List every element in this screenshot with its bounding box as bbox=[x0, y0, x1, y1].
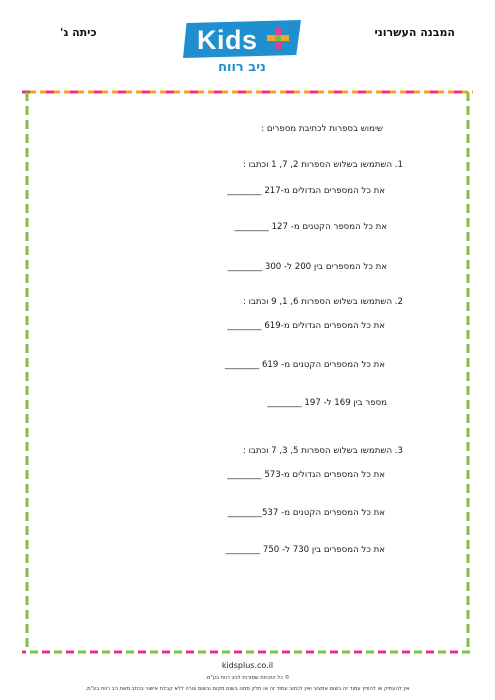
worksheet-topic: המבנה העשרוני bbox=[374, 26, 455, 39]
exercise-2-item-2: את כל המספרים הקטנים מ- 619 ________ bbox=[224, 360, 385, 370]
grade-label: כיתה ג' bbox=[60, 26, 97, 39]
exercise-2-item-3: מספר בין 169 ל- 197 ________ bbox=[267, 398, 387, 408]
logo-subtitle: ניב רווח bbox=[218, 60, 266, 75]
exercise-1-item-3: את כל המספרים בין 200 ל- 300 ________ bbox=[227, 262, 387, 272]
worksheet-intro: שימוש בספרות לכתיבת מספרים : bbox=[261, 124, 383, 134]
exercise-3-item-1: את כל המספרים הגדולים מ-573 ________ bbox=[227, 470, 385, 480]
exercise-2-heading: 2. השתמשו בשלוש הספרות 6, 1, 9 וכתבו : bbox=[242, 297, 403, 307]
exercise-1-item-2: את כל המספר הקטנים מ- 127 ________ bbox=[234, 222, 387, 232]
exercise-1-item-1: את כל המספרים הגדולים מ-217 ________ bbox=[227, 186, 385, 196]
footer-copyright: © כל הזכויות שמורות לניב רווח בע"מ. bbox=[205, 675, 290, 681]
footer-notice: אין להעתיק או להפיץ עמוד זה בשום אמצעי ואין לכתוב עמוד זה או חלק ממנו בשום מקום ובשום צורה ללא קבלת אישור בכתב מאת ניב רווח בע"מ. bbox=[85, 686, 410, 692]
exercise-3-item-2: את כל המספרים הקטנים מ- 537________ bbox=[227, 508, 385, 518]
footer-url: kidsplus.co.il bbox=[221, 661, 274, 670]
logo-text: Kids bbox=[197, 25, 258, 55]
exercise-2-item-1: את כל המספרים הגדולים מ-619 ________ bbox=[227, 321, 385, 331]
exercise-3-heading: 3. השתמשו בשלוש הספרות 5, 3, 7 וכתבו : bbox=[242, 446, 403, 456]
exercise-1-heading: 1. השתמשו בשלוש הספרות 2, 7, 1 וכתבו : bbox=[242, 160, 403, 170]
exercise-3-item-3: את כל המספרים בין 730 ל- 750 ________ bbox=[225, 545, 385, 555]
